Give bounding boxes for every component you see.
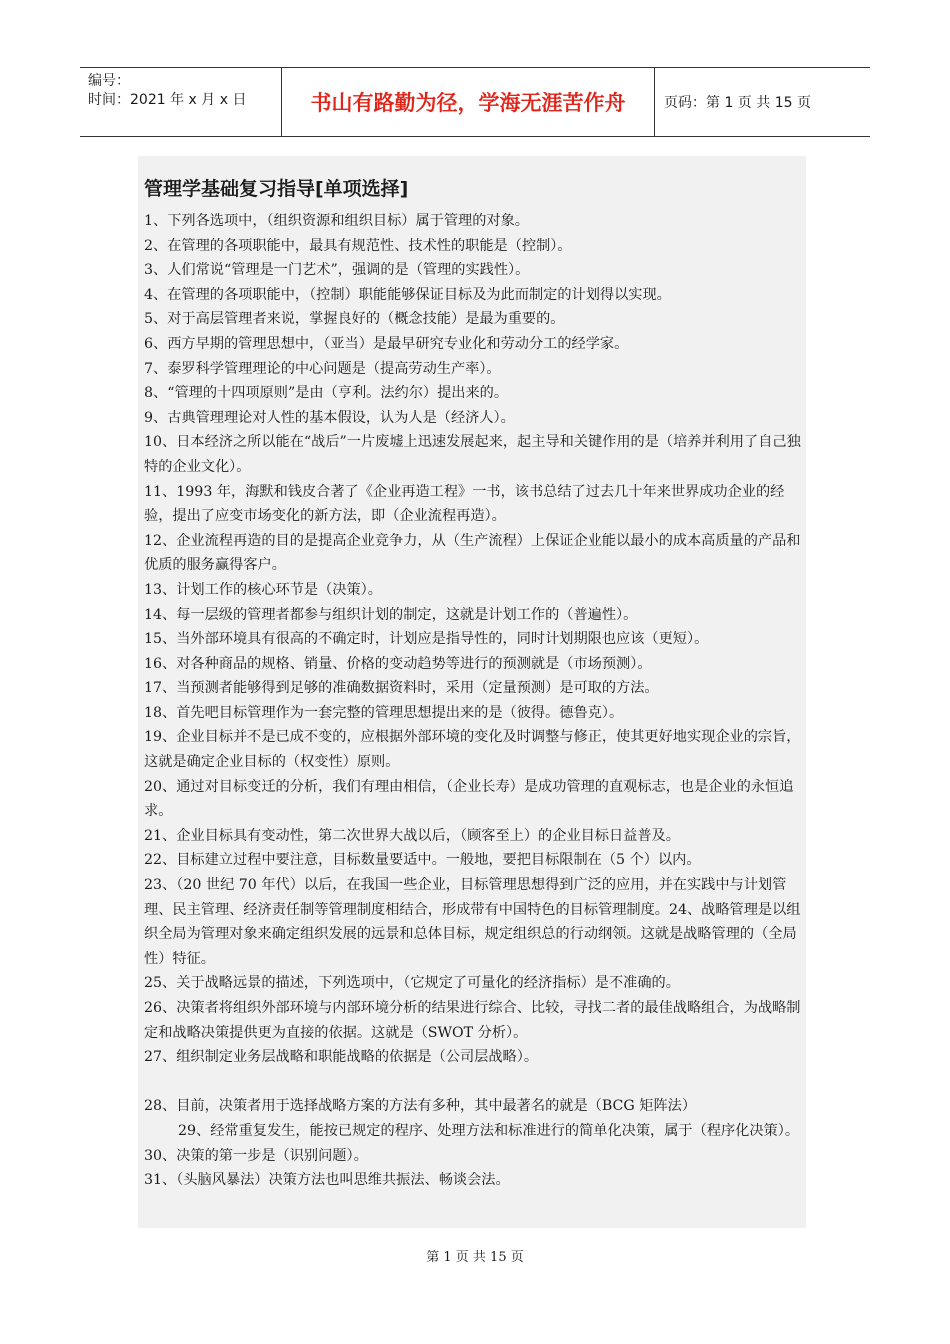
- question-item: 11、1993 年，海默和钱皮合著了《企业再造工程》一书，该书总结了过去几十年来世界成功企业的经验，提出了应变市场变化的新方法，即（企业流程再造）。: [144, 483, 785, 525]
- header-page-info: 页码：第 1 页 共 15 页: [664, 95, 811, 111]
- question-item: 4、在管理的各项职能中，（控制）职能能够保证目标及为此而制定的计划得以实现。: [144, 286, 671, 303]
- question-item: 13、计划工作的核心环节是（决策）。: [144, 581, 382, 598]
- question-item: 20、通过对目标变迁的分析，我们有理由相信，（企业长寿）是成功管理的直观标志，也是企业的永恒追求。: [144, 778, 794, 820]
- question-item: 23、（20 世纪 70 年代）以后，在我国一些企业，目标管理思想得到广泛的应用，并在实践中与计划管理、民主管理、经济责任制等管理制度相结合，形成带有中国特色的目标管理制度。24、战略管理是以组织全局为管理对象来确定组织发展的远景和总体目标，规定组织总的行动纲领。这就是战略管理的（全局性）特征。: [144, 877, 801, 967]
- question-item: 26、决策者将组织外部环境与内部环境分析的结果进行综合、比较，寻找二者的最佳战略组合，为战略制定和战略决策提供更为直接的依据。这就是（SWOT 分析）。: [144, 1000, 801, 1041]
- question-item: 2、在管理的各项职能中，最具有规范性、技术性的职能是（控制）。: [144, 237, 572, 254]
- question-item: 5、对于高层管理者来说，掌握良好的（概念技能）是最为重要的。: [144, 311, 565, 328]
- question-item: 31、（头脑风暴法）决策方法也叫思维共振法、畅谈会法。: [144, 1172, 510, 1189]
- question-item: 16、对各种商品的规格、销量、价格的变动趋势等进行的预测就是（市场预测）。: [144, 655, 652, 672]
- time-label: 时间：2021 年 x 月 x 日: [88, 92, 247, 108]
- question-item: 9、古典管理理论对人性的基本假设，认为人是（经济人）。: [144, 409, 515, 426]
- question-item: 1、下列各选项中，（组织资源和组织目标）属于管理的对象。: [144, 213, 529, 229]
- header-motto: 书山有路勤为径，学海无涯苦作舟: [281, 68, 655, 136]
- question-item: 7、泰罗科学管理理论的中心问题是（提高劳动生产率）。: [144, 360, 501, 377]
- question-item: 21、企业目标具有变动性，第二次世界大战以后，（顾客至上）的企业目标日益普及。: [144, 827, 680, 844]
- question-item: 28、目前，决策者用于选择战略方案的方法有多种，其中最著名的就是（BCG 矩阵法）: [144, 1098, 697, 1115]
- question-item: 22、目标建立过程中要注意，目标数量要适中。一般地，要把目标限制在（5 个）以内。: [144, 852, 701, 869]
- page-header: [80, 67, 870, 137]
- question-item: 8、“管理的十四项原则”是由（亨利。法约尔）提出来的。: [144, 385, 509, 402]
- question-item: 19、企业目标并不是已成不变的，应根据外部环境的变化及时调整与修正，使其更好地实现企业的宗旨，这就是确定企业目标的（权变性）原则。: [144, 729, 801, 771]
- question-item: 10、日本经济之所以能在“战后”一片废墟上迅速发展起来，起主导和关键作用的是（培养并利用了自己独特的企业文化）。: [144, 434, 801, 475]
- question-item: 29、经常重复发生，能按已规定的程序、处理方法和标准进行的简单化决策，属于（程序化决策）。: [178, 1122, 800, 1139]
- document-body: [138, 156, 806, 1228]
- question-item: 18、首先吧目标管理作为一套完整的管理思想提出来的是（彼得。德鲁克）。: [144, 704, 624, 721]
- document-title: 管理学基础复习指导[单项选择]: [144, 178, 409, 200]
- header-meta: [80, 68, 281, 136]
- question-item: 12、企业流程再造的目的是提高企业竞争力，从（生产流程）上保证企业能以最小的成本高质量的产品和优质的服务赢得客户。: [144, 532, 801, 574]
- question-item: 17、当预测者能够得到足够的准确数据资料时，采用（定量预测）是可取的方法。: [144, 680, 659, 697]
- question-item: 27、组织制定业务层战略和职能战略的依据是（公司层战略）。: [144, 1049, 539, 1066]
- question-item: 3、人们常说“管理是一门艺术”，强调的是（管理的实践性）。: [144, 262, 530, 279]
- question-item: 25、关于战略远景的描述，下列选项中，（它规定了可量化的经济指标）是不准确的。: [144, 975, 680, 992]
- question-item: 15、当外部环境具有很高的不确定时，计划应是指导性的，同时计划期限也应该（更短）。: [144, 631, 709, 648]
- page-footer: 第 1 页 共 15 页: [426, 1250, 524, 1265]
- question-item: 14、每一层级的管理者都参与组织计划的制定，这就是计划工作的（普遍性）。: [144, 606, 638, 623]
- number-label: 编号：: [88, 73, 130, 89]
- question-item: 6、西方早期的管理思想中，（亚当）是最早研究专业化和劳动分工的经学家。: [144, 335, 629, 352]
- question-item: 30、决策的第一步是（识别问题）。: [144, 1147, 368, 1164]
- question-list: [144, 209, 808, 1193]
